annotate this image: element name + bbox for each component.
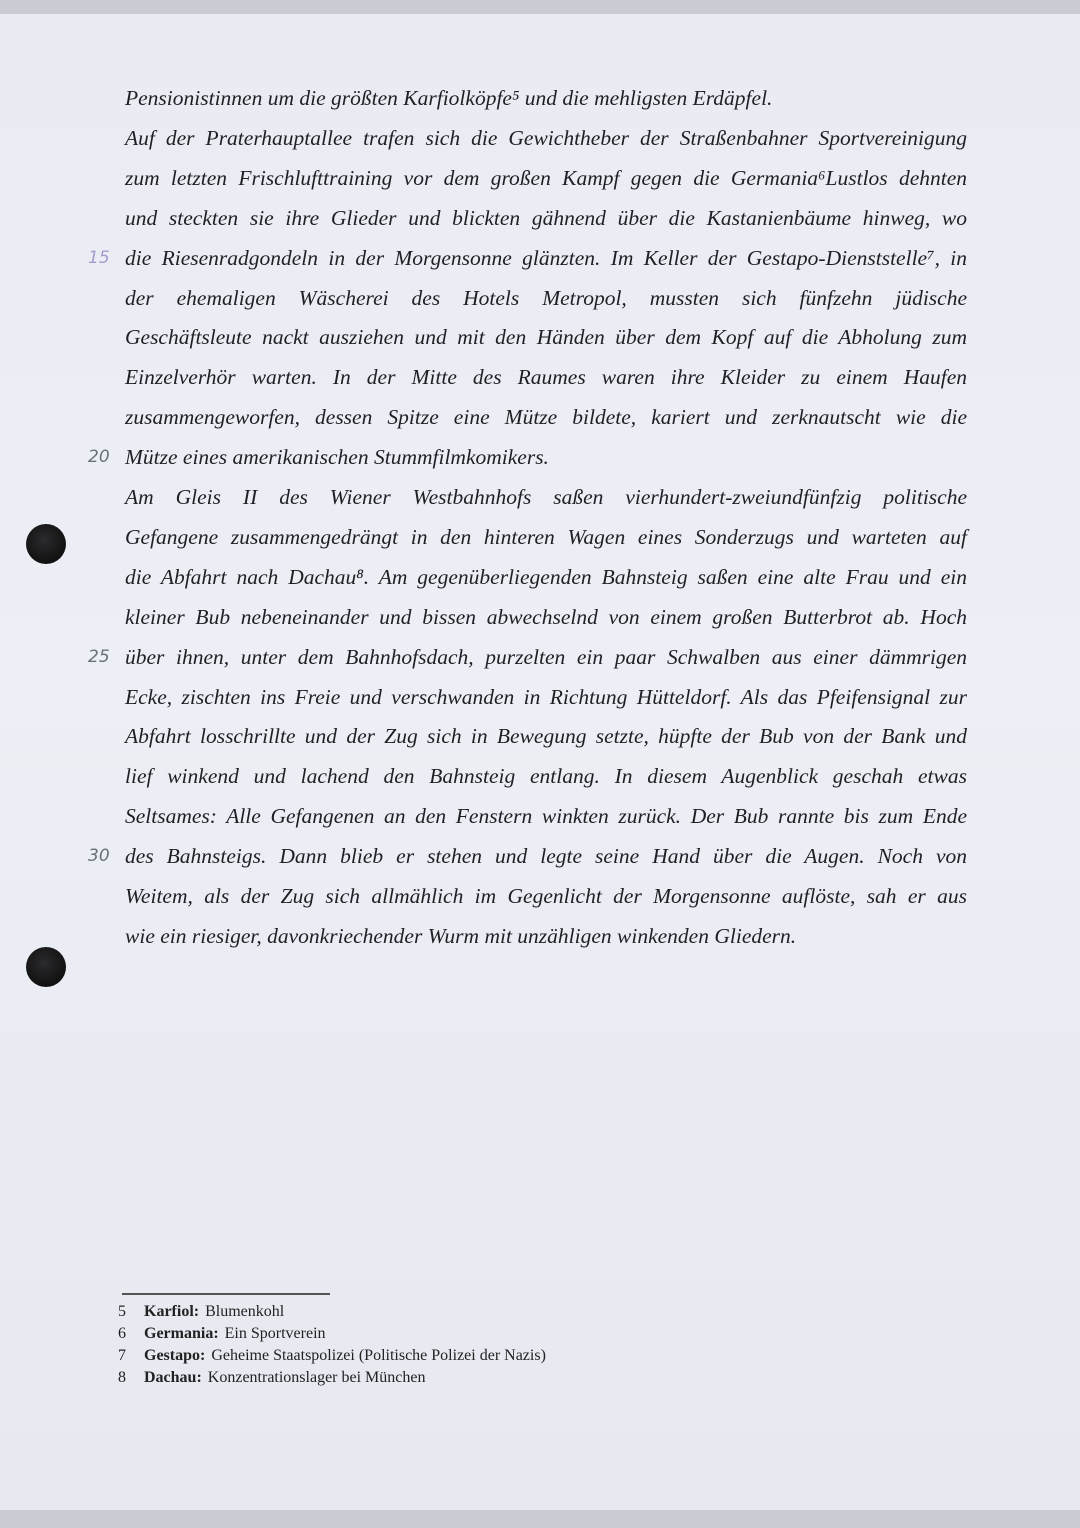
text-line: die Abfahrt nach Dachau⁸. Am gegenüberliegenden Bahnsteig saßen eine alte Frau und ein <box>125 564 967 589</box>
text-line: zum letzten Frischlufttraining vor dem großen Kampf gegen die Germania⁶Lustlos dehnten <box>125 165 967 190</box>
line-number: 30 <box>88 846 110 867</box>
footnote-term: Dachau: <box>144 1369 202 1386</box>
text-line: über ihnen, unter dem Bahnhofsdach, purzelten ein paar Schwalben aus einer dämmrigen <box>125 644 967 669</box>
text-line: lief winkend und lachend den Bahnsteig entlang. In diesem Augenblick geschah etwas <box>125 764 967 789</box>
footnote-number: 6 <box>118 1325 126 1342</box>
footnotes <box>118 1301 818 1389</box>
footnote-definition: Ein Sportverein <box>224 1325 326 1342</box>
text-line: des Bahnsteigs. Dann blieb er stehen und legte seine Hand über die Augen. Noch von <box>125 844 967 869</box>
text-line: Pensionistinnen um die größten Karfiolköpfe⁵ und die mehligsten Erdäpfel. <box>125 86 773 110</box>
punch-hole-top <box>26 524 66 564</box>
text-line: die Riesenradgondeln in der Morgensonne glänzten. Im Keller der Gestapo-Dienststelle⁷, in <box>125 245 967 270</box>
line-number: 25 <box>88 646 110 667</box>
footnote-number: 7 <box>118 1347 126 1364</box>
text-line: wie ein riesiger, davonkriechender Wurm mit unzähligen winkenden Gliedern. <box>125 923 797 948</box>
text-line: der ehemaligen Wäscherei des Hotels Metropol, mussten sich fünfzehn jüdische <box>125 285 967 310</box>
footnote-number: 5 <box>118 1303 126 1320</box>
line-number: 15 <box>88 247 110 268</box>
text-line: Weitem, als der Zug sich allmählich im Gegenlicht der Morgensonne auflöste, sah er aus <box>125 884 967 908</box>
document-page <box>0 14 1080 1510</box>
footnote-term: Karfiol: <box>144 1303 200 1320</box>
footnote-item <box>118 1367 818 1389</box>
footnote-item <box>118 1345 818 1367</box>
footnote-number: 8 <box>118 1369 126 1386</box>
text-line: Am Gleis II des Wiener Westbahnhofs saßen vierhundert-zweiundfünfzig politische <box>125 485 967 509</box>
text-line: Abfahrt losschrillte und der Zug sich in Bewegung setzte, hüpfte der Bub von der Bank und <box>125 724 967 749</box>
text-line: Einzelverhör warten. In der Mitte des Raumes waren ihre Kleider zu einem Haufen <box>125 365 967 390</box>
text-line: Auf der Praterhauptallee trafen sich die Gewichtheber der Straßenbahner Sportvereinigung <box>125 125 967 150</box>
text-line: Ecke, zischten ins Freie und verschwanden in Richtung Hütteldorf. Als das Pfeifensignal zur <box>125 684 967 709</box>
footnote-definition: Blumenkohl <box>205 1303 285 1320</box>
footnote-definition: Geheime Staatspolizei (Politische Polizei der Nazis) <box>211 1347 546 1364</box>
footnote-term: Germania: <box>144 1325 219 1342</box>
punch-hole-bottom <box>26 947 66 987</box>
text-line: Geschäftsleute nackt ausziehen und mit den Händen über dem Kopf auf die Abholung zum <box>125 325 967 350</box>
text-line: zusammengeworfen, dessen Spitze eine Mütze bildete, kariert und zerknautscht wie die <box>125 405 967 430</box>
text-line: Gefangene zusammengedrängt in den hinteren Wagen eines Sonderzugs und warteten auf <box>125 524 967 549</box>
text-line: kleiner Bub nebeneinander und bissen abwechselnd von einem großen Butterbrot ab. Hoch <box>125 604 967 629</box>
footnote-item <box>118 1323 818 1345</box>
text-line: und steckten sie ihre Glieder und blickten gähnend über die Kastanienbäume hinweg, wo <box>125 205 967 230</box>
text-line: Seltsames: Alle Gefangenen an den Fenstern winkten zurück. Der Bub rannte bis zum Ende <box>125 804 967 829</box>
footnote-item <box>118 1301 818 1323</box>
footnote-divider <box>122 1293 330 1295</box>
line-number: 20 <box>88 447 110 468</box>
footnote-term: Gestapo: <box>144 1347 206 1364</box>
footnote-definition: Konzentrationslager bei München <box>207 1369 426 1386</box>
text-line: Mütze eines amerikanischen Stummfilmkomikers. <box>125 445 549 470</box>
